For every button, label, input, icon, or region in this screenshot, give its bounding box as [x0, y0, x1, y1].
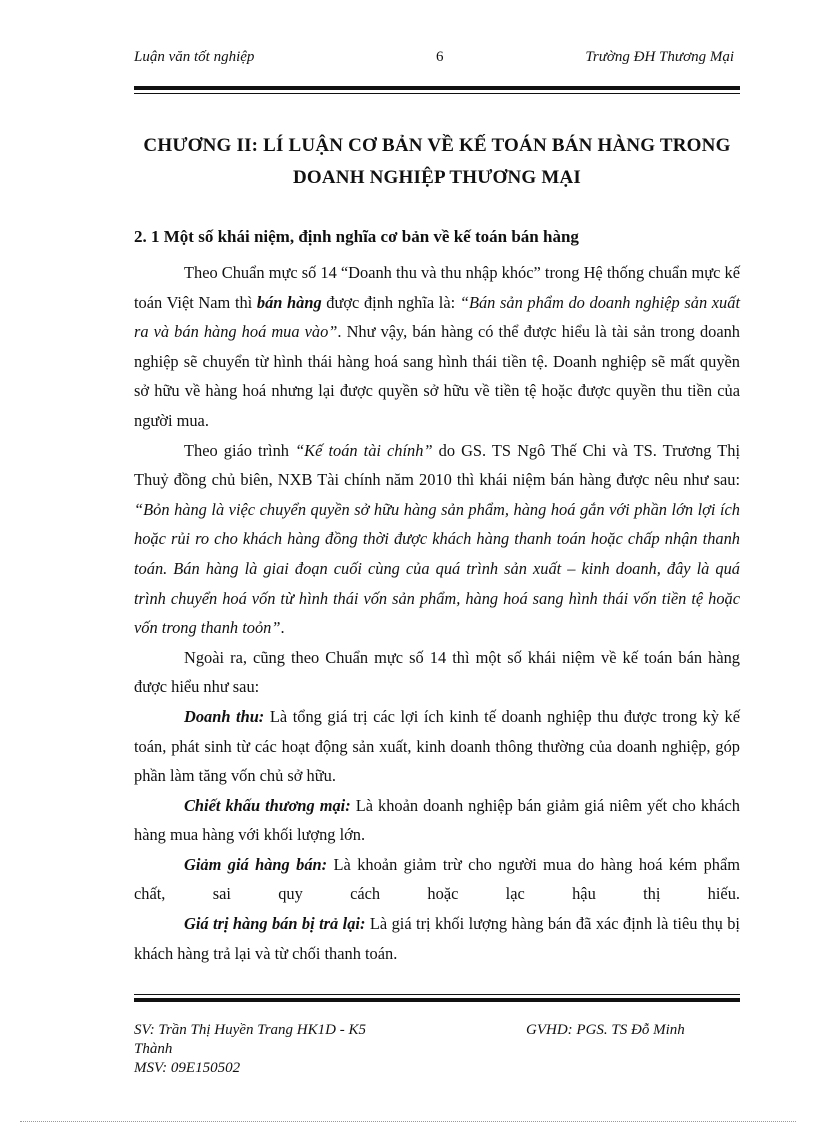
revenue-definition: Là tổng giá trị các lợi ích kinh tế doanh nghiệp thu được trong kỳ kế toán, phát sinh từ các hoạt động sản xuất, kinh doanh thông thường của doanh nghiệp, góp phần làm tăng vốn chủ sở hữu. — [134, 706, 741, 786]
footer-student-id: MSV: 09E150502 — [134, 1060, 241, 1076]
term-sales-allowance: Giảm giá hàng bán: — [184, 854, 328, 874]
p1-text-c: được định nghĩa là: — [321, 292, 460, 312]
p2-quote: “Bỏn hàng là việc chuyển quyền sở hữu hàng sản phẩm, hàng hoá gắn với phần lớn lợi ích hoặc rủi ro cho khách hàng đồng thời được khách hàng thanh toán hoặc chấp nhận thanh toán. Bán hàng là giai đoạn cuối cùng của quá trình sản xuất – kinh doanh, đây là quá trình chuyển hoá vốn từ hình thái vốn sản phẩm, hàng hoá sang hình thái vốn tiền tệ hoặc vốn trong thanh toỏn” — [134, 499, 740, 638]
footer-student-name-cont: Thành — [134, 1041, 173, 1057]
header-rule-thin — [134, 93, 740, 94]
header-left-title: Luận văn tốt nghiệp — [134, 49, 255, 65]
footer-student-name: SV: Trần Thị Huyền Trang HK1D - K5 — [134, 1022, 366, 1038]
footer-rule-thick — [134, 998, 740, 1002]
sales-returns-definition: Là giá trị khối lượng hàng bán đã xác định là tiêu thụ bị khách hàng trả lại và từ chối thanh toán. — [134, 914, 740, 963]
paragraph-intro-concepts: Ngoài ra, cũng theo Chuẩn mực số 14 thì một số khái niệm về kế toán bán hàng được hiểu như sau: — [134, 647, 740, 697]
p2-text-c: do GS. TS Ngô Thế Chi và TS. Trương Thị Thuỷ đồng chủ biên, NXB Tài chính năm 2010 thì khái niệm bán hàng được nêu như sau: — [134, 440, 740, 490]
paragraph-revenue — [134, 702, 740, 791]
term-trade-discount: Chiết khấu thương mại: — [184, 795, 351, 815]
footer-advisor: GVHD: PGS. TS Đỗ Minh — [526, 1022, 685, 1038]
p1-text-a: Theo Chuẩn mực số 14 “Doanh thu và thu nhập khóc” trong Hệ thống chuẩn mực kế toán Việt Nam thì — [134, 263, 740, 312]
section-title: 2. 1 Một số khái niệm, định nghĩa cơ bản về kế toán bán hàng — [134, 227, 579, 246]
p2-book-title: “Kế toán tài chính” — [295, 440, 433, 460]
sales-allowance-definition: Là khoản giảm trừ cho người mua do hàng hoá kém phẩm chất, sai quy cách hoặc lạc hậu thị hiếu. — [134, 854, 740, 904]
chapter-heading-line2: DOANH NGHIỆP THƯƠNG MẠI — [292, 167, 582, 188]
trade-discount-definition: Là khoản doanh nghiệp bán giảm giá niêm yết cho khách hàng mua hàng với khối lượng lớn. — [134, 795, 740, 845]
page-number: 6 — [436, 49, 444, 65]
page-edge-divider — [20, 1121, 796, 1122]
term-revenue: Doanh thu: — [184, 706, 265, 726]
p1-quote: “Bán sản phẩm do doanh nghiệp sản xuất ra và bán hàng hoá mua vào” — [134, 292, 740, 342]
paragraph-sales-returns — [134, 909, 740, 968]
paragraph-textbook-definition — [134, 436, 740, 643]
document-body — [134, 258, 740, 968]
footer-rule-thin — [134, 994, 740, 995]
chapter-heading-line1: CHƯƠNG II: LÍ LUẬN CƠ BẢN VỀ KẾ TOÁN BÁN HÀNG TRONG — [143, 135, 731, 156]
header-right-title: Trường ĐH Thương Mại — [585, 49, 734, 65]
p1-term-ban-hang: bán hàng — [256, 292, 322, 312]
p2-text-e: . — [280, 618, 285, 638]
term-sales-returns: Giá trị hàng bán bị trả lại: — [184, 914, 366, 934]
paragraph-sale-definition — [134, 258, 740, 436]
p1-text-e: . Như vậy, bán hàng có thể được hiểu là tài sản trong doanh nghiệp sẽ chuyển từ hình thái hàng hoá sang hình thái tiền tệ. Doanh nghiệp sẽ mất quyền sở hữu về hàng hoá nhưng lại được quyền sở hữu về tiền tệ hoặc được quyền thu tiền của người mua. — [134, 322, 740, 430]
paragraph-trade-discount — [134, 791, 740, 850]
chapter-heading — [134, 130, 740, 194]
p2-text-a: Theo giáo trình — [184, 440, 296, 460]
paragraph-sales-allowance — [134, 850, 740, 909]
header-rule-thick — [134, 86, 740, 90]
